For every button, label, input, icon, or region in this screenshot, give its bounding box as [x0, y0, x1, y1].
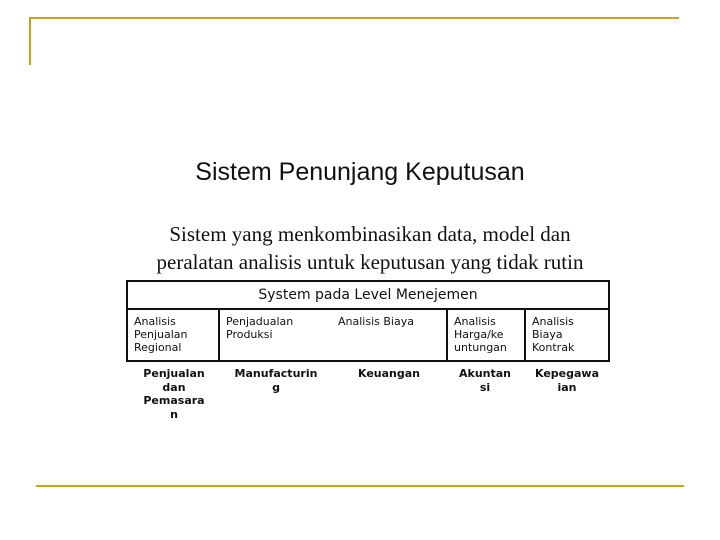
function-label-sales-marketing: Penjualan dan Pemasara n	[143, 367, 205, 421]
table-cell-cost-analysis: Analisis Biaya	[338, 315, 414, 328]
function-label-accounting: Akuntan si	[458, 367, 511, 394]
definition-line-2: peralatan analisis untuk keputusan yang tidak rutin	[156, 250, 584, 274]
function-label-finance: Keuangan	[357, 367, 420, 380]
slide-title: Sistem Penunjang Keputusan	[195, 158, 525, 186]
table-cell-production-scheduling: Penjadualan Produksi	[218, 310, 332, 360]
function-label-personnel: Kepegawa ian	[534, 367, 599, 394]
table-cell-contract-cost-analysis: Analisis Biaya Kontrak	[524, 310, 610, 360]
left-accent-rule	[29, 17, 31, 65]
table-cell-pricing-analysis: Analisis Harga/ke untungan	[446, 310, 524, 360]
function-label-manufacturing: Manufacturin g	[234, 367, 318, 394]
table-header: System pada Level Menejemen	[128, 282, 608, 310]
bottom-accent-rule	[36, 485, 684, 487]
table-cell-sales-analysis: Analisis Penjualan Regional	[134, 315, 188, 354]
top-accent-rule	[29, 17, 679, 19]
definition-line-1: Sistem yang menkombinasikan data, model dan	[169, 222, 571, 246]
management-level-table	[126, 280, 610, 362]
